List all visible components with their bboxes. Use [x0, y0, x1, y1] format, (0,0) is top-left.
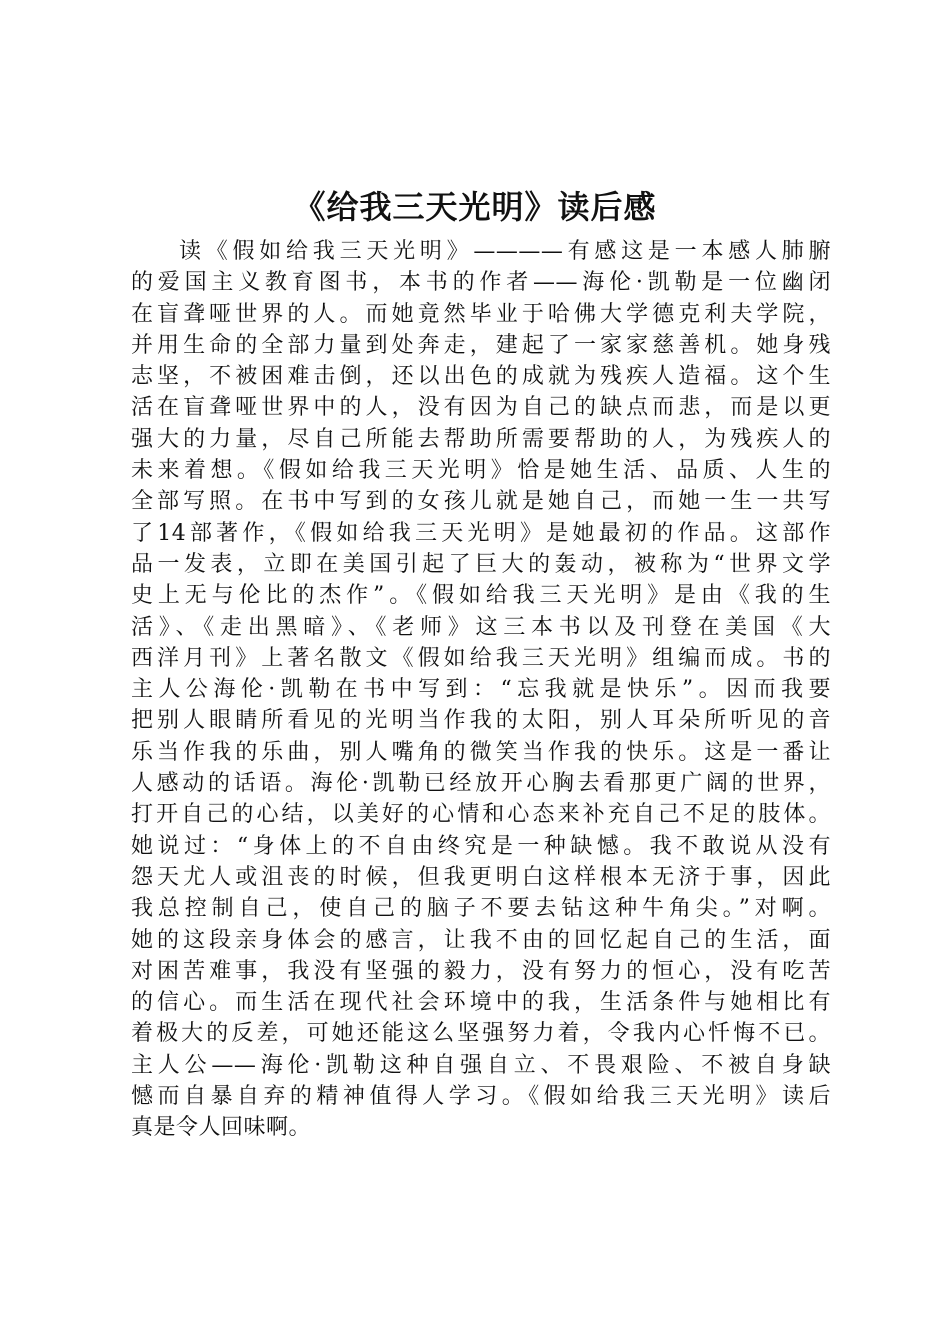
text-line: 全部写照。在书中写到的女孩儿就是她自己，而她一生一共写 — [131, 489, 831, 515]
text-line: 主人公——海伦·凯勒这种自强自立、不畏艰险、不被自身缺 — [131, 1052, 831, 1078]
text-line: 活》、《走出黑暗》、《老师》这三本书以及刊登在美国《大 — [131, 614, 831, 640]
text-line: 活在盲聋哑世界中的人，没有因为自己的缺点而悲，而是以更 — [131, 395, 831, 421]
text-line: 强大的力量，尽自己所能去帮助所需要帮助的人，为残疾人的 — [131, 426, 831, 452]
text-line: 未来着想。《假如给我三天光明》恰是她生活、品质、人生的 — [131, 458, 831, 484]
text-line: 乐当作我的乐曲，别人嘴角的微笑当作我的快乐。这是一番让 — [131, 739, 831, 765]
text-line: 的信心。而生活在现代社会环境中的我，生活条件与她相比有 — [131, 990, 831, 1016]
text-line: 怨天尤人或沮丧的时候，但我更明白这样根本无济于事，因此 — [131, 864, 831, 890]
text-line: 人感动的话语。海伦·凯勒已经放开心胸去看那更广阔的世界， — [131, 771, 831, 797]
text-line: 把别人眼睛所看见的光明当作我的太阳，别人耳朵所听见的音 — [131, 708, 831, 734]
text-line: 史上无与伦比的杰作”。《假如给我三天光明》是由《我的生 — [131, 583, 831, 609]
document-title: 《给我三天光明》读后感 — [293, 188, 657, 226]
text-line: 西洋月刊》上著名散文《假如给我三天光明》组编而成。书的 — [131, 645, 831, 671]
text-line: 并用生命的全部力量到处奔走，建起了一家家慈善机。她身残 — [131, 332, 831, 358]
text-line: 着极大的反差，可她还能这么坚强努力着，令我内心忏悔不已。 — [131, 1021, 831, 1047]
text-line: 她说过：“身体上的不自由终究是一种缺憾。我不敢说从没有 — [131, 833, 831, 859]
text-line: 志坚，不被困难击倒，还以出色的成就为残疾人造福。这个生 — [131, 364, 831, 390]
text-line: 主人公海伦·凯勒在书中写到：“忘我就是快乐”。因而我要 — [131, 677, 831, 703]
text-line: 憾而自暴自弃的精神值得人学习。《假如给我三天光明》读后 — [131, 1084, 831, 1110]
text-line: 品一发表，立即在美国引起了巨大的轰动，被称为“世界文学 — [131, 551, 831, 577]
text-line: 她的这段亲身体会的感言，让我不由的回忆起自己的生活，面 — [131, 927, 831, 953]
text-line: 我总控制自己，使自己的脑子不要去钻这种牛角尖。”对啊。 — [131, 896, 831, 922]
text-line: 真是令人回味啊。 — [131, 1115, 312, 1141]
text-line: 打开自己的心结，以美好的心情和心态来补充自己不足的肢体。 — [131, 802, 831, 828]
text-line: 对困苦难事，我没有坚强的毅力，没有努力的恒心，没有吃苦 — [131, 958, 831, 984]
text-line: 在盲聋哑世界的人。而她竟然毕业于哈佛大学德克利夫学院， — [131, 301, 831, 327]
text-line: 了14部著作，《假如给我三天光明》是她最初的作品。这部作 — [131, 520, 831, 546]
essay-body — [131, 236, 831, 1144]
text-line: 读《假如给我三天光明》————有感这是一本感人肺腑 — [179, 239, 831, 264]
text-line: 的爱国主义教育图书，本书的作者——海伦·凯勒是一位幽闭 — [131, 270, 831, 296]
